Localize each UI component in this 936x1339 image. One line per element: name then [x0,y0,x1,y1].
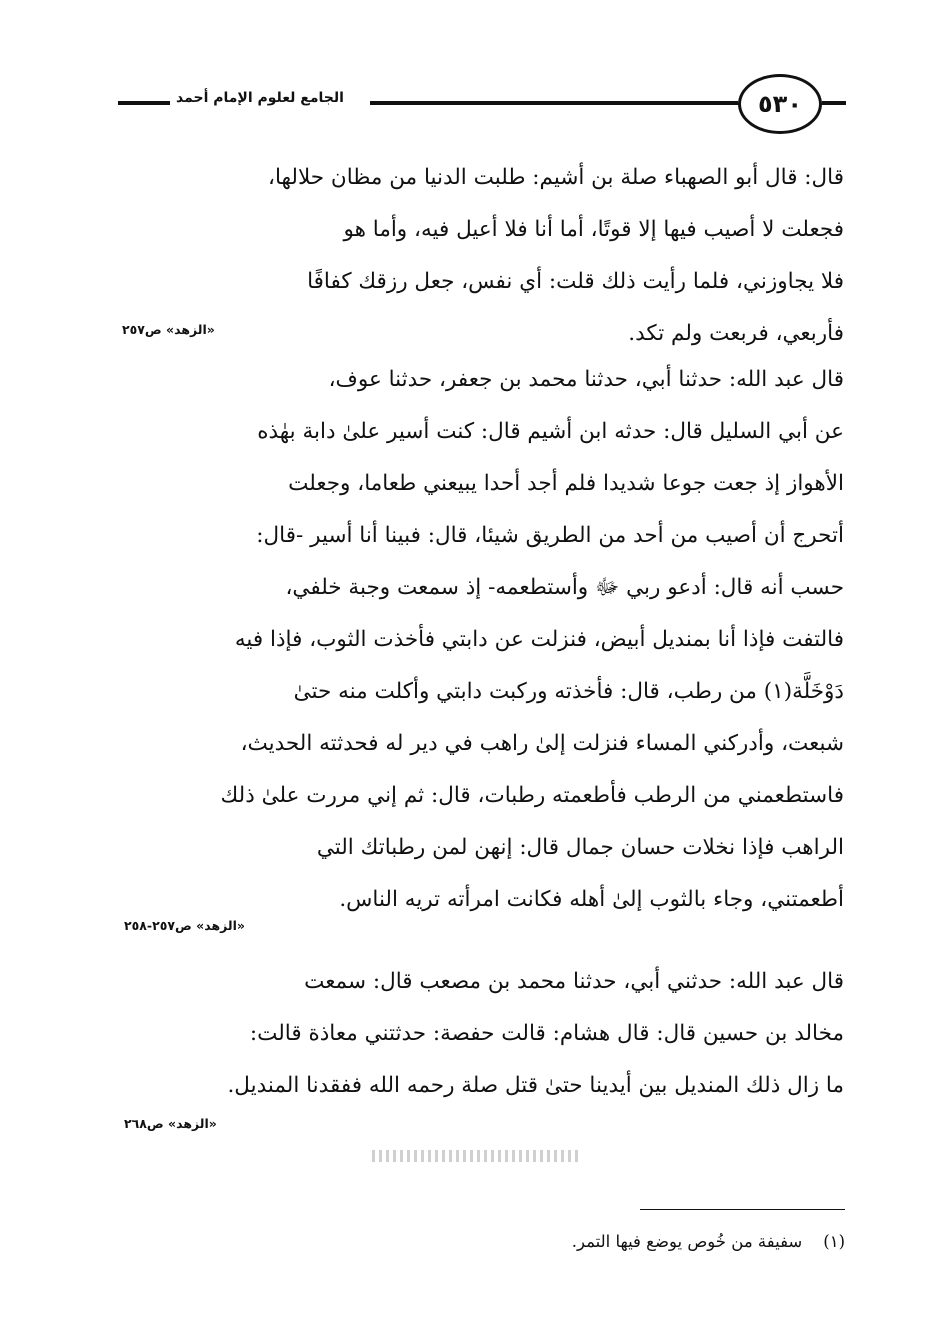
header-rule-right [822,101,846,105]
text-line: مخالد بن حسين قال: قال هشام: قالت حفصة: حدثتني معاذة قالت: [249,1021,844,1046]
source-reference: «الزهد» ص٢٥٧-٢٥٨ [124,918,245,933]
text-line: قال: قال أبو الصهباء صلة بن أشيم: طلبت الدنيا من مظان حلالها، [268,165,844,190]
paragraph-3 [118,956,844,1112]
header-rule-middle [370,101,738,105]
text-line: فالتفت فإذا أنا بمنديل أبيض، فنزلت عن دابتي فأخذت الثوب، فإذا فيه [234,627,844,652]
text-line: حسب أنه قال: أدعو ربي ﷻ وأستطعمه- إذ سمعت وجبة خلفي، [285,575,844,600]
footnote-text: سفيفة من خُوص يوضع فيها التمر. [571,1232,803,1251]
header-rule-left [118,101,170,105]
text-line: أطعمتني، وجاء بالثوب إلىٰ أهله فكانت امرأته تريه الناس. [339,887,844,912]
text-line: فلا يجاوزني، فلما رأيت ذلك قلت: أي نفس، جعل رزقك كفافًا [307,269,844,294]
paragraph-2 [118,354,844,926]
text-line: قال عبد الله: حدثني أبي، حدثنا محمد بن مصعب قال: سمعت [304,969,844,994]
text-line: قال عبد الله: حدثنا أبي، حدثنا محمد بن جعفر، حدثنا عوف، [328,367,844,392]
text-line: فاستطعمني من الرطب فأطعمته رطبات، قال: ثم إني مررت علىٰ ذلك [220,783,844,808]
text-line: الأهواز إذ جعت جوعا شديدا فلم أجد أحدا يبيعني طعاما، وجعلت [288,471,844,496]
footnote-rule [640,1209,845,1210]
text-line: شبعت، وأدركني المساء فنزلت إلىٰ راهب في دير له فحدثته الحديث، [240,731,844,756]
page-number: ٥٣٠ [738,74,822,134]
text-line: عن أبي السليل قال: حدثه ابن أشيم قال: كنت أسير علىٰ دابة بهٰذه [257,419,844,444]
book-title: الجامع لعلوم الإمام أحمد [176,90,344,106]
source-reference: «الزهد» ص٢٦٨ [124,1116,217,1131]
source-reference: «الزهد» ص٢٥٧ [122,322,215,337]
section-divider-ornament [372,1150,582,1162]
text-line: فجعلت لا أصيب فيها إلا قوتًا، أما أنا فلا أعيل فيه، وأما هو [343,217,844,242]
text-line: الراهب فإذا نخلات حسان جمال قال: إنهن لمن رطباتك التي [316,835,844,860]
page-header [0,70,936,140]
text-line: فأربعي، فربعت ولم تكد. [628,321,844,346]
text-line: أتحرج أن أصيب من أحد من الطريق شيئا، قال: فبينا أنا أسير -قال: [256,523,844,548]
text-line: دَوْخَلَّة(١) من رطب، قال: فأخذته وركبت دابتي وأكلت منه حتىٰ [293,679,844,704]
footnote-marker: (١) [823,1232,845,1251]
paragraph-1 [118,152,844,360]
text-line: ما زال ذلك المنديل بين أيدينا حتىٰ قتل صلة رحمه الله ففقدنا المنديل. [227,1073,844,1098]
footnote [480,1232,845,1251]
